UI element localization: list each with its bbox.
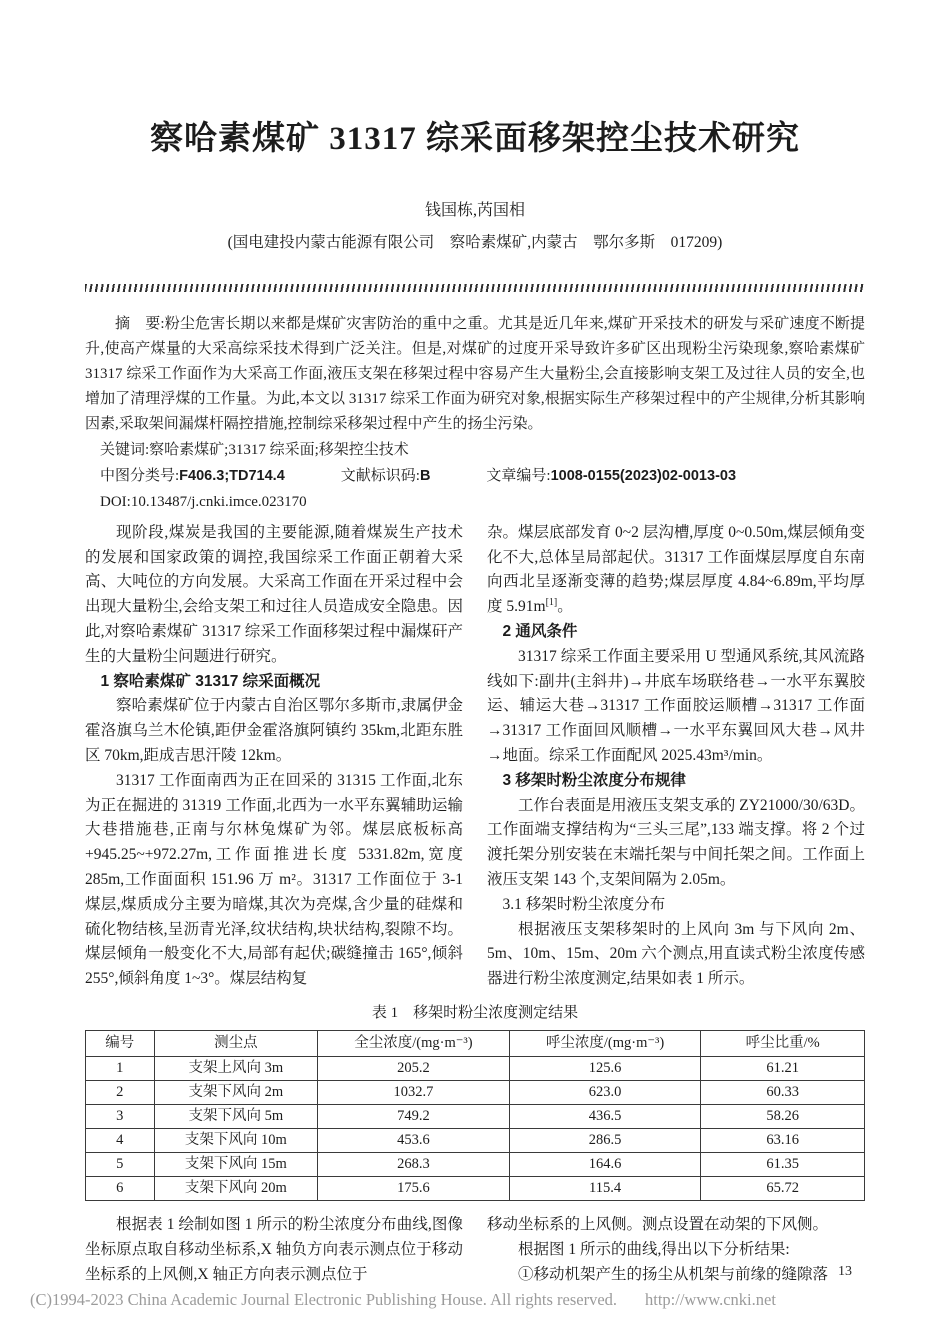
table-cell: 115.4 — [509, 1177, 701, 1201]
bottom-left-column — [85, 1213, 463, 1287]
table-cell: 436.5 — [509, 1105, 701, 1129]
citation-superscript: [1] — [545, 597, 558, 609]
divider-hatch — [85, 284, 865, 292]
table-cell: 749.2 — [318, 1105, 510, 1129]
table-cell: 286.5 — [509, 1129, 701, 1153]
doc-code-label: 文献标识码: — [340, 467, 420, 484]
table-header-row — [86, 1031, 865, 1057]
keywords-label: 关键词: — [100, 441, 150, 458]
article-id-segment — [486, 463, 736, 489]
body-paragraph: 根据液压支架移架时的上风向 3m 与下风向 2m、5m、10m、15m、20m 六个测点,用直读式粉尘浓度传感器进行粉尘浓度测定,结果如表 1 所示。 — [487, 920, 865, 988]
copyright-line — [30, 1290, 776, 1310]
table-row — [86, 1057, 865, 1081]
table-cell: 58.26 — [701, 1105, 865, 1129]
table-caption: 表 1 移架时粉尘浓度测定结果 — [371, 1005, 579, 1022]
body-paragraph: 察哈素煤矿位于内蒙古自治区鄂尔多斯市,隶属伊金霍洛旗乌兰木伦镇,距伊金霍洛旗阿镇约 35km,北距东胜区 70km,距成吉思汗陵 12km。 — [85, 697, 463, 765]
subsection-heading-3-1: 3.1 移架时粉尘浓度分布 — [502, 895, 666, 913]
doc-code-value: B — [419, 467, 431, 484]
table-cell: 164.6 — [509, 1153, 701, 1177]
clc-value: F406.3;TD714.4 — [179, 467, 285, 484]
table-cell: 175.6 — [318, 1177, 510, 1201]
keywords-text: 察哈素煤矿;31317 综采面;移架控尘技术 — [149, 441, 409, 458]
table-header-cell: 编号 — [86, 1031, 155, 1057]
table-header-cell: 全尘浓度/(mg·m⁻³) — [318, 1031, 510, 1057]
paragraph-text: 。 — [557, 598, 573, 616]
section-heading-1: 1 察哈素煤矿 31317 综采面概况 — [100, 672, 321, 690]
bottom-right-column — [487, 1213, 865, 1287]
table-cell: 125.6 — [509, 1057, 701, 1081]
table-cell: 3 — [86, 1105, 155, 1129]
copyright-text: (C)1994-2023 China Academic Journal Electronic Publishing House. All rights reserved. — [30, 1290, 618, 1309]
section-heading-2: 2 通风条件 — [502, 623, 578, 641]
abstract-label: 摘 要: — [115, 315, 165, 332]
table-cell: 支架下风向 10m — [154, 1129, 318, 1153]
table-cell: 2 — [86, 1081, 155, 1105]
body-paragraph — [487, 521, 865, 620]
body-paragraph: 31317 工作面南西为正在回采的 31315 工作面,北东为正在掘进的 31319 工作面,北西为一水平东翼辅助运输大巷措施巷,正南与尔林兔煤矿为邻。煤层底板标高+945.25~+972.27m,工作面推进长度 5331.82m,宽度 285m,工作面面积 151.96 万 m²。31317 工作面位于 3-1 煤层,煤质成分主要为暗煤,其次为亮煤,含少量的硅煤和硫化物结核,呈沥青光泽,纹状结构,块状结构,裂隙不均。煤层倾角一般变化不大,局部有起伏;碳缝撞击 165°,倾斜 255°,倾斜角度 1~3°。煤层结构复 — [85, 771, 463, 988]
body-paragraph: 现阶段,煤炭是我国的主要能源,随着煤炭生产技术的发展和国家政策的调控,我国综采工作面正朝着大采高、大吨位的方向发展。大采高工作面在开采过程中会出现大量粉尘,会给支架工和过往人员造成安全隐患。因此,对察哈素煤矿 31317 综采工作面移架过程中漏煤矸产生的大量粉尘问题进行研究。 — [85, 523, 463, 665]
table-block — [85, 1002, 865, 1201]
table-header-cell: 测尘点 — [154, 1031, 318, 1057]
table-cell: 205.2 — [318, 1057, 510, 1081]
table-row — [86, 1129, 865, 1153]
body-paragraph: 移动坐标系的上风侧。测点设置在动架的下风侧。 — [487, 1216, 829, 1234]
table-cell: 65.72 — [701, 1177, 865, 1201]
table-cell: 453.6 — [318, 1129, 510, 1153]
meta-block — [85, 312, 865, 515]
table-row — [86, 1105, 865, 1129]
table-header-cell: 呼尘比重/% — [701, 1031, 865, 1057]
table-cell: 支架下风向 5m — [154, 1105, 318, 1129]
table-cell: 623.0 — [509, 1081, 701, 1105]
body-paragraph: 工作台表面是用液压支架支承的 ZY21000/30/63D。工作面端支撑结构为“三头三尾”,133 端支撑。将 2 个过渡托架分别安装在末端托架与中间托架之间。工作面上液压支架 143 个,支架间隔为 2.05m。 — [487, 796, 865, 889]
doi-line: DOI:10.13487/j.cnki.imce.023170 — [100, 493, 307, 510]
table-row — [86, 1153, 865, 1177]
left-column — [85, 521, 463, 992]
keywords-line — [85, 437, 865, 463]
table-cell: 6 — [86, 1177, 155, 1201]
article-id-label: 文章编号: — [486, 467, 551, 484]
body-paragraph: 根据表 1 绘制如图 1 所示的粉尘浓度分布曲线,图像坐标原点取自移动坐标系,X 轴负方向表示测点位于移动坐标系的上风侧,X 轴正方向表示测点位于 — [85, 1216, 463, 1283]
table-cell: 4 — [86, 1129, 155, 1153]
table-cell: 60.33 — [701, 1081, 865, 1105]
doc-code-segment — [341, 463, 431, 489]
table-cell: 支架下风向 20m — [154, 1177, 318, 1201]
table-cell: 61.35 — [701, 1153, 865, 1177]
article-id-value: 1008-0155(2023)02-0013-03 — [550, 467, 737, 484]
body-paragraph: 根据图 1 所示的曲线,得出以下分析结果: — [518, 1240, 790, 1258]
table-row — [86, 1081, 865, 1105]
page-number: 13 — [838, 1264, 852, 1279]
table-cell: 5 — [86, 1153, 155, 1177]
body-paragraph: 31317 综采工作面主要采用 U 型通风系统,其风流路线如下:副井(主斜井)→井底车场联络巷→一水平东翼胶运、辅运大巷→31317 工作面胶运顺槽→31317 工作面→31317 工作面回风顺槽→一水平东翼回风大巷→风井→地面。综采工作面配风 2025.43m³/min。 — [487, 647, 865, 765]
table-row — [86, 1177, 865, 1201]
table-cell: 支架上风向 3m — [154, 1057, 318, 1081]
table-cell: 支架下风向 2m — [154, 1081, 318, 1105]
table-header-cell: 呼尘浓度/(mg·m⁻³) — [509, 1031, 701, 1057]
clc-label: 中图分类号: — [100, 467, 180, 484]
table-cell: 268.3 — [318, 1153, 510, 1177]
paper-title: 察哈素煤矿 31317 综采面移架控尘技术研究 — [150, 121, 800, 157]
paragraph-text: 杂。煤层底部发育 0~2 层沟槽,厚度 0~0.50m,煤层倾角变化不大,总体呈局部起伏。31317 工作面煤层厚度自东南向西北呈逐渐变薄的趋势;煤层厚度 4.84~6.89m,平均厚度 5.91m — [487, 523, 865, 616]
abstract-paragraph — [85, 312, 865, 437]
table-cell: 支架下风向 15m — [154, 1153, 318, 1177]
affiliation-line: (国电建投内蒙古能源有限公司 察哈素煤矿,内蒙古 鄂尔多斯 017209) — [227, 233, 723, 251]
authors-line: 钱国栋,芮国相 — [424, 201, 525, 219]
table-cell: 61.21 — [701, 1057, 865, 1081]
table-cell: 63.16 — [701, 1129, 865, 1153]
classification-line — [85, 463, 865, 489]
body-columns — [85, 521, 865, 992]
section-heading-3: 3 移架时粉尘浓度分布规律 — [502, 771, 686, 789]
body-paragraph: ①移动机架产生的扬尘从机架与前缘的缝隙落 — [518, 1265, 829, 1283]
cnki-url: http://www.cnki.net — [645, 1290, 776, 1309]
clc-segment — [100, 463, 285, 489]
table-cell: 1032.7 — [318, 1081, 510, 1105]
bottom-columns — [85, 1213, 865, 1287]
table-cell: 1 — [86, 1057, 155, 1081]
dust-concentration-table — [85, 1030, 865, 1201]
abstract-text: 粉尘危害长期以来都是煤矿灾害防治的重中之重。尤其是近几年来,煤矿开采技术的研发与采矿速度不断提升,使高产煤量的大采高综采技术得到广泛关注。但是,对煤矿的过度开采导致许多矿区出现粉尘污染现象,察哈素煤矿 31317 综采工作面作为大采高工作面,液压支架在移架过程中容易产生大量粉尘,会直接影响支架工及过往人员的安全,也增加了清理浮煤的工作量。为此,本文以 31317 综采工作面为研究对象,根据实际生产移架过程中的产尘规律,分析其影响因素,采取架间漏煤杆隔控措施,控制综采移架过程中产生的扬尘污染。 — [85, 315, 865, 432]
right-column — [487, 521, 865, 992]
